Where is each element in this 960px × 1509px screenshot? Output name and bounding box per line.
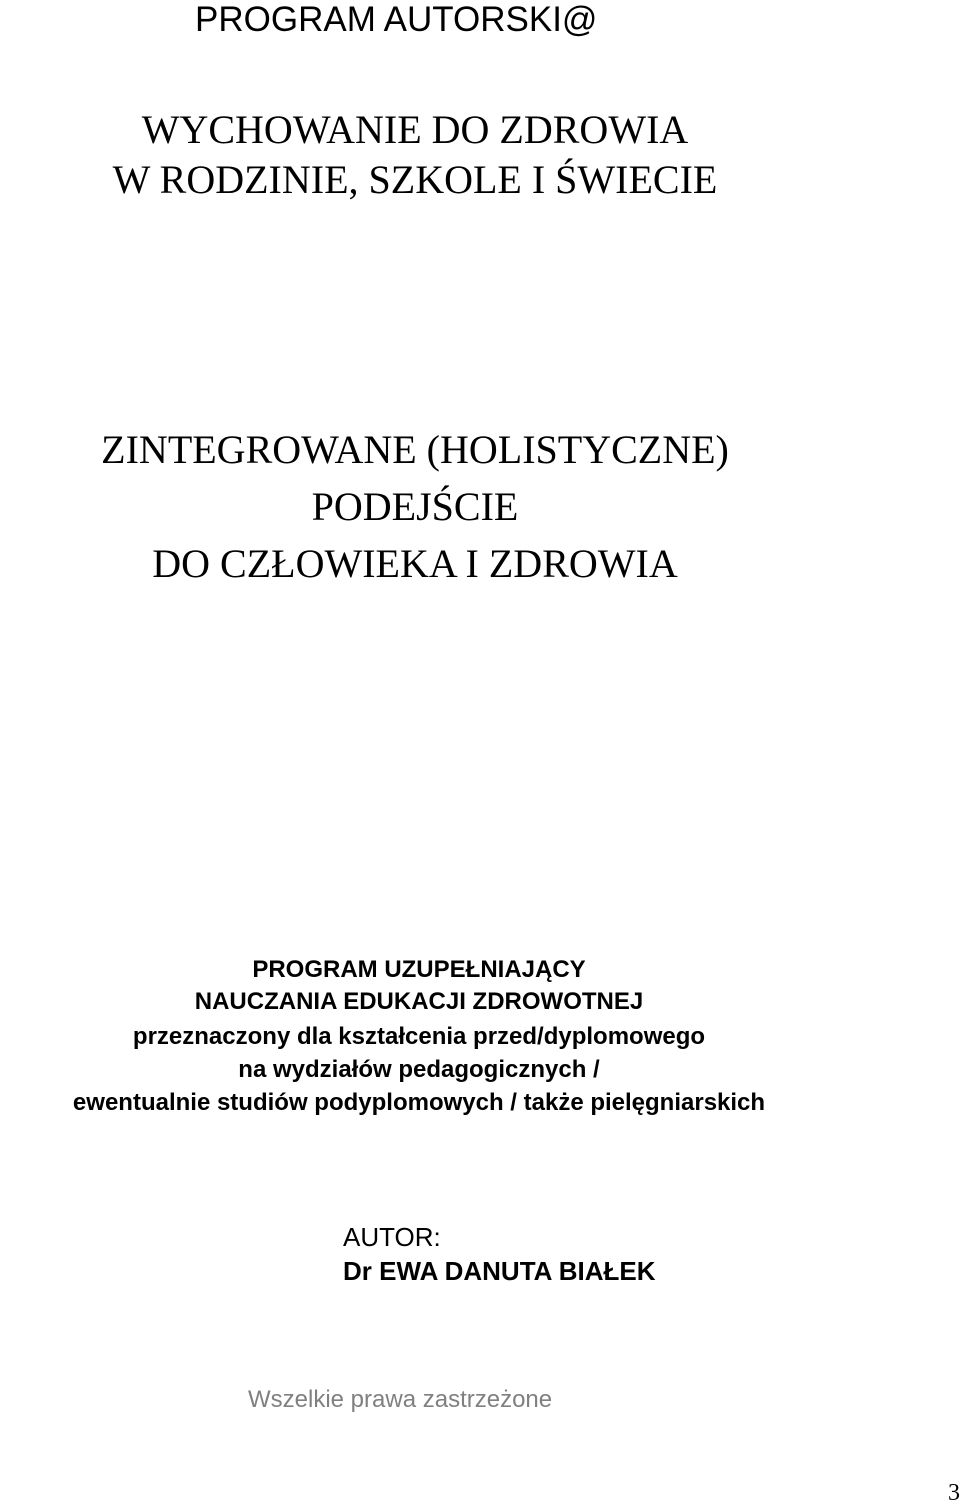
- description-line-3: przeznaczony dla kształcenia przed/dyplomowego: [132, 1023, 706, 1050]
- subtitle-line-2: PODEJŚCIE: [311, 484, 519, 529]
- author-name: Dr EWA DANUTA BIAŁEK: [343, 1256, 656, 1286]
- subtitle-line-1: ZINTEGROWANE (HOLISTYCZNE): [101, 427, 729, 472]
- description-line-4: na wydziałów pedagogicznych /: [238, 1056, 600, 1083]
- author-label: AUTOR:: [343, 1222, 441, 1252]
- rights-notice: Wszelkie prawa zastrzeżone: [248, 1386, 553, 1413]
- subtitle-line-3: DO CZŁOWIEKA I ZDROWIA: [152, 541, 678, 586]
- description-line-2: NAUCZANIA EDUKACJI ZDROWOTNEJ: [194, 988, 644, 1015]
- description-line-5: ewentualnie studiów podyplomowych / także pielęgniarskich: [72, 1089, 766, 1116]
- title-line-1: WYCHOWANIE DO ZDROWIA: [141, 107, 689, 152]
- description-line-1: PROGRAM UZUPEŁNIAJĄCY: [252, 956, 586, 983]
- document-header: PROGRAM AUTORSKI@: [195, 0, 598, 39]
- page-number: 3: [948, 1480, 960, 1506]
- title-line-2: W RODZINIE, SZKOLE I ŚWIECIE: [112, 157, 718, 202]
